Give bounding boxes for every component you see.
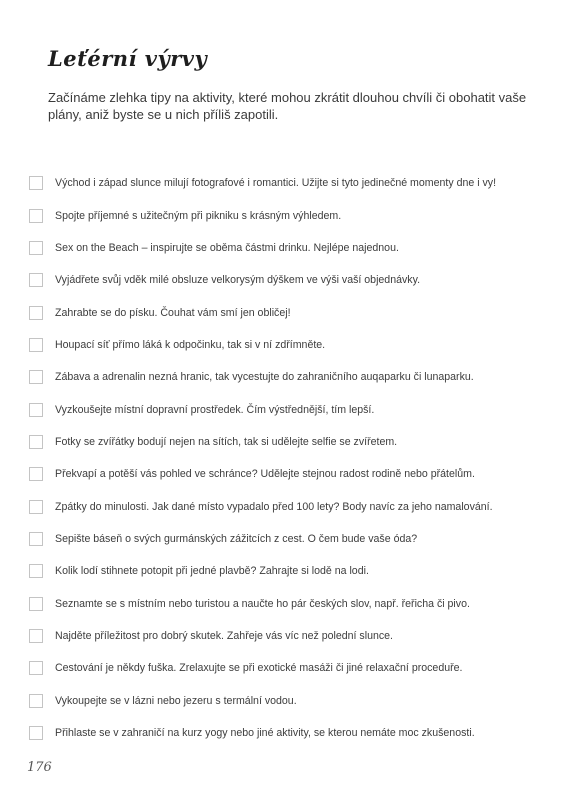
checklist-item-text: Vyjádřete svůj vděk milé obsluze velkorysým dýškem ve výši vaší objednávky. <box>55 274 421 287</box>
checkbox[interactable] <box>29 370 43 384</box>
checkbox[interactable] <box>29 241 43 255</box>
checkbox[interactable] <box>29 661 43 675</box>
page-number: 176 <box>27 760 52 775</box>
checkbox[interactable] <box>29 306 43 320</box>
checklist-item <box>29 458 559 490</box>
checklist-item <box>29 167 559 199</box>
checklist-item <box>29 555 559 587</box>
checklist-item <box>29 393 559 425</box>
checklist-item <box>29 620 559 652</box>
checklist-item <box>29 264 559 296</box>
checklist-item <box>29 652 559 684</box>
checklist-item <box>29 361 559 393</box>
checkbox[interactable] <box>29 403 43 417</box>
checkbox[interactable] <box>29 467 43 481</box>
checklist-item-text: Sepište báseň o svých gurmánských zážitcích z cest. O čem bude vaše óda? <box>55 532 418 545</box>
activity-checklist <box>29 167 559 749</box>
checklist-item-text: Vyzkoušejte místní dopravní prostředek. Čím výstřednější, tím lepší. <box>55 403 375 416</box>
checkbox[interactable] <box>29 176 43 190</box>
checklist-item <box>29 523 559 555</box>
checklist-item <box>29 587 559 619</box>
checklist-item-text: Spojte příjemné s užitečným při pikniku s krásným výhledem. <box>55 209 342 222</box>
checklist-item-text: Přihlaste se v zahraničí na kurz yogy nebo jiné aktivity, se kterou nemáte moc zkušenosti. <box>55 727 475 740</box>
checkbox[interactable] <box>29 338 43 352</box>
checklist-item-text: Seznamte se s místním nebo turistou a naučte ho pár českých slov, např. řeřicha či pivo. <box>55 597 470 610</box>
page-title: Leťérní výrvy <box>48 46 208 71</box>
checklist-item-text: Vykoupejte se v lázni nebo jezeru s termální vodou. <box>55 694 297 707</box>
checklist-item <box>29 296 559 328</box>
checklist-item-text: Sex on the Beach – inspirujte se oběma částmi drinku. Nejlépe najednou. <box>55 241 399 254</box>
checklist-item-text: Zahrabte se do písku. Čouhat vám smí jen obličej! <box>55 306 291 319</box>
checklist-item-text: Cestování je někdy fuška. Zrelaxujte se při exotické masáži či jiné relaxační proceduře. <box>55 662 463 675</box>
checklist-item-text: Zpátky do minulosti. Jak dané místo vypadalo před 100 lety? Body navíc za jeho namalování. <box>55 500 493 513</box>
checklist-item <box>29 717 559 749</box>
checkbox[interactable] <box>29 273 43 287</box>
checklist-item <box>29 199 559 231</box>
checkbox[interactable] <box>29 597 43 611</box>
checkbox[interactable] <box>29 209 43 223</box>
checklist-item-text: Najděte příležitost pro dobrý skutek. Zahřeje vás víc než polední slunce. <box>55 629 393 642</box>
checkbox[interactable] <box>29 629 43 643</box>
checkbox[interactable] <box>29 694 43 708</box>
checkbox[interactable] <box>29 726 43 740</box>
checklist-item-text: Fotky se zvířátky bodují nejen na sítích, tak si udělejte selfie se zvířetem. <box>55 435 398 448</box>
checkbox[interactable] <box>29 500 43 514</box>
intro-text: Začínáme zlehka tipy na aktivity, které mohou zkrátit dlouhou chvíli či obohatit vaše plány, aniž byste se u nich příliš zapotili. <box>48 90 527 122</box>
checkbox[interactable] <box>29 532 43 546</box>
checklist-item-text: Zábava a adrenalin nezná hranic, tak vycestujte do zahraničního auqaparku či lunaparku. <box>55 371 474 384</box>
checklist-item <box>29 490 559 522</box>
checkbox[interactable] <box>29 564 43 578</box>
checkbox[interactable] <box>29 435 43 449</box>
checklist-item-text: Kolik lodí stihnete potopit při jedné plavbě? Zahrajte si lodě na lodi. <box>55 565 369 578</box>
checklist-item-text: Překvapí a potěší vás pohled ve schránce? Udělejte stejnou radost rodině nebo přátelům. <box>55 468 475 481</box>
checklist-item <box>29 685 559 717</box>
checklist-item <box>29 232 559 264</box>
checklist-item <box>29 329 559 361</box>
checklist-item <box>29 426 559 458</box>
checklist-item-text: Houpací síť přímo láká k odpočinku, tak si v ní zdřímněte. <box>55 338 326 351</box>
checklist-item-text: Východ i západ slunce milují fotografové i romantici. Užijte si tyto jedinečné momenty dne i vy! <box>55 177 497 190</box>
